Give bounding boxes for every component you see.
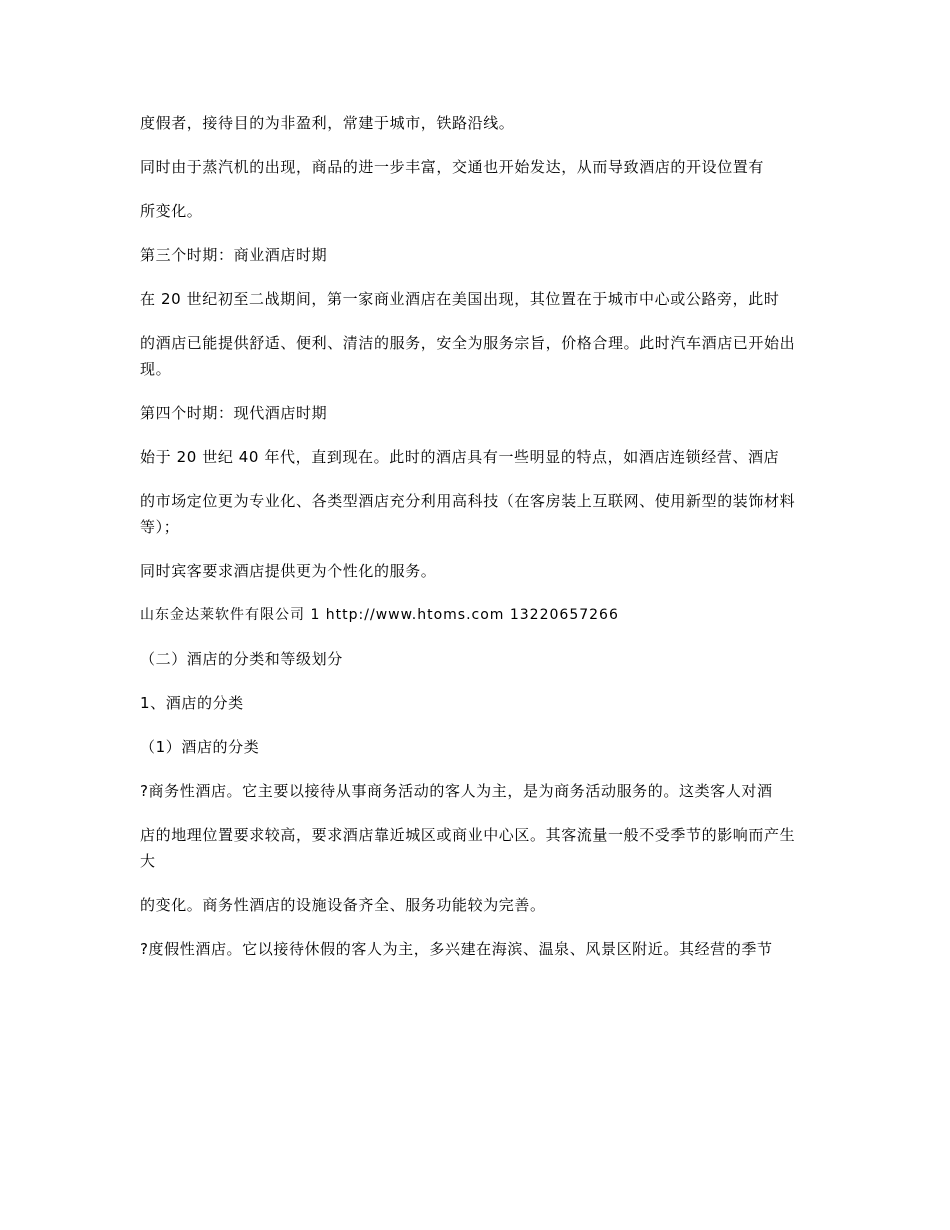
heading-classification-grading: （二）酒店的分类和等级划分 — [140, 650, 343, 668]
paragraph-personalized-service: 同时宾客要求酒店提供更为个性化的服务。 — [140, 562, 437, 580]
paragraph-location-change: 所变化。 — [140, 202, 203, 220]
paragraph-market-positioning: 的市场定位更为专业化、各类型酒店充分利用高科技（在客房装上互联网、使用新型的装饰材料等）； — [140, 492, 796, 536]
paragraph-modern-hotel: 始于 20 世纪 40 年代，直到现在。此时的酒店具有一些明显的特点，如酒店连锁经营、酒店 — [140, 448, 780, 466]
paragraph-commercial-service: 的酒店已能提供舒适、便利、清洁的服务，安全为服务宗旨，价格合理。此时汽车酒店已开始出现。 — [140, 334, 796, 378]
document-body — [140, 110, 810, 980]
paragraph-business-hotel: ?商务性酒店。它主要以接待从事商务活动的客人为主，是为商务活动服务的。这类客人对酒 — [140, 782, 773, 800]
heading-third-period: 第三个时期：商业酒店时期 — [140, 246, 328, 264]
company-footer: 山东金达莱软件有限公司 1 http://www.htoms.com 13220657266 — [140, 607, 619, 623]
heading-hotel-classification: 1、酒店的分类 — [140, 694, 244, 712]
paragraph-commercial-hotel: 在 20 世纪初至二战期间，第一家商业酒店在美国出现，其位置在于城市中心或公路旁，此时 — [140, 290, 780, 308]
paragraph-resort-hotel: ?度假性酒店。它以接待休假的客人为主，多兴建在海滨、温泉、风景区附近。其经营的季节 — [140, 940, 773, 958]
paragraph-business-facilities: 的变化。商务性酒店的设施设备齐全、服务功能较为完善。 — [140, 896, 546, 914]
paragraph-hotel-purpose: 度假者，接待目的为非盈利，常建于城市，铁路沿线。 — [140, 114, 515, 132]
subheading-hotel-classification: （1）酒店的分类 — [140, 738, 260, 756]
paragraph-steam-engine: 同时由于蒸汽机的出现，商品的进一步丰富，交通也开始发达，从而导致酒店的开设位置有 — [140, 158, 765, 176]
heading-fourth-period: 第四个时期：现代酒店时期 — [140, 404, 328, 422]
paragraph-business-location: 店的地理位置要求较高，要求酒店靠近城区或商业中心区。其客流量一般不受季节的影响而产生大 — [140, 826, 796, 870]
